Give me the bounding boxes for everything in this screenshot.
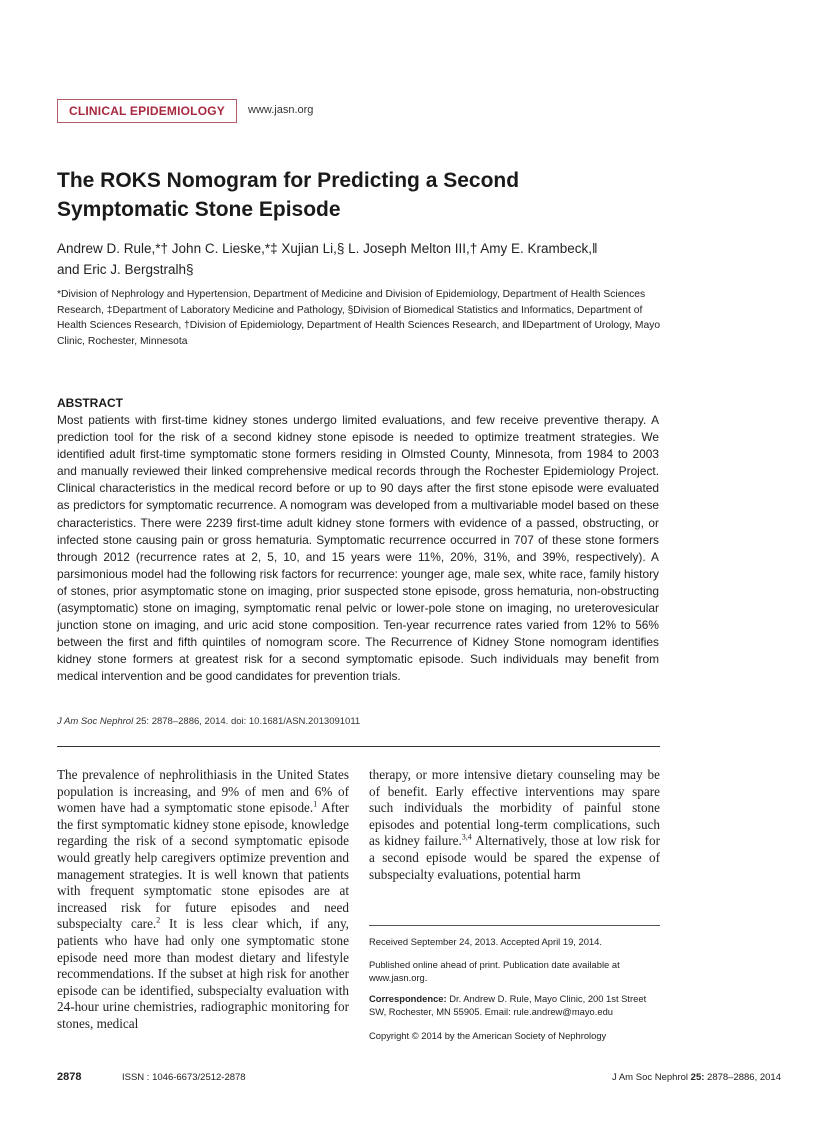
footer-journal [612, 1072, 781, 1083]
reference-marker[interactable]: 3,4 [461, 832, 472, 842]
copyright-note: Copyright © 2014 by the American Society of Nephrology [369, 1030, 607, 1041]
abstract-heading: ABSTRACT [57, 396, 123, 410]
article-title [57, 166, 617, 224]
notes-divider [369, 925, 660, 926]
correspondence-text: Dr. Andrew D. Rule, Mayo Clinic, 200 1st Street SW, Rochester, MN 55905. Email: rule.andrew@mayo.edu [369, 993, 647, 1018]
received-note: Received September 24, 2013. Accepted April 19, 2014. [369, 936, 602, 947]
intro-text-c: It is less clear which, if any, patients who have had only one symptomatic stone episode need more than modest dietary and lifestyle recommendations. If the subset at high risk for another episode can be identified, subspecialty evaluation with 24-hour urine chemistries, radiographic monitoring for stones, medical [57, 916, 349, 1031]
journal-url[interactable]: www.jasn.org [248, 104, 314, 116]
published-note: Published online ahead of print. Publication date available at www.jasn.org. [369, 959, 620, 984]
reference-marker[interactable]: 2 [156, 915, 161, 925]
correspondence-label: Correspondence: [369, 993, 447, 1004]
authors-line-1: Andrew D. Rule,*† John C. Lieske,*‡ Xujian Li,§ L. Joseph Melton III,† Amy E. Krambeck,‖ [57, 241, 598, 256]
body-column-left [57, 767, 349, 1033]
footer-volume: 25: [690, 1072, 705, 1083]
intro-text-d: therapy, or more intensive dietary counseling may be of benefit. Early effective interventions may spare such individuals the morbidity of painful stone episodes and potential long-term complications, such as kidney failure. [369, 767, 660, 849]
authors-line-2: and Eric J. Bergstralh§ [57, 262, 194, 277]
intro-text-e: Alternatively, those at low risk for a second episode would be spared the expense of subspecialty evaluations, potential harm [369, 833, 660, 882]
citation [57, 716, 360, 727]
citation-journal: J Am Soc Nephrol [57, 716, 134, 727]
page-number: 2878 [57, 1071, 82, 1083]
section-label: CLINICAL EPIDEMIOLOGY [57, 99, 237, 123]
abstract-text: Most patients with first-time kidney stones undergo limited evaluations, and few receive preventive therapy. A prediction tool for the risk of a second kidney stone episode is needed to optimize treatment strategies. We identified adult first-time symptomatic stone formers residing in Olmsted County, Minnesota, from 1984 to 2003 and manually reviewed their linked comprehensive medical records through the Rochester Epidemiology Project. Clinical characteristics in the medical record before or up to 90 days after the first stone episode were evaluated as predictors for symptomatic recurrence. A nomogram was developed from a multivariable model based on these characteristics. There were 2239 first-time adult kidney stone formers with evidence of a passed, obstructing, or infected stone causing pain or gross hematuria. Symptomatic recurrence occurred in 707 of these stone formers through 2012 (recurrence rates at 2, 5, 10, and 15 years were 11%, 20%, 31%, and 39%, respectively). A parsimonious model had the following risk factors for recurrence: younger age, male sex, white race, family history of stones, prior asymptomatic stone on imaging, prior suspected stone episode, gross hematuria, non-obstructing (asymptomatic) stone on imaging, symptomatic renal pelvic or lower-pole stone on imaging, no ureterovesicular junction stone on imaging, and uric acid stone composition. Ten-year recurrence rates varied from 12% to 56% between the first and fifth quintiles of nomogram score. The Recurrence of Kidney Stone nomogram identifies kidney stone formers at greatest risk for a second symptomatic episode. Such individuals may benefit from medical intervention and be good candidates for prevention trials. [57, 413, 659, 684]
footer-journal-name: J Am Soc Nephrol [611, 1072, 691, 1083]
title-line-1: The ROKS Nomogram for Predicting a Second [57, 169, 520, 192]
affiliations: *Division of Nephrology and Hypertension, Department of Medicine and Division of Epidemiology, Department of Health Sciences Research, ‡Department of Laboratory Medicine and Pathology, §Division of Biomedical Statistics and Informatics, Department of Health Sciences Research, †Division of Epidemiology, Department of Health Sciences Research, and ‖Department of Urology, Mayo Clinic, Rochester, Minnesota [57, 289, 661, 348]
footer-pages: 2878–2886, 2014 [704, 1072, 781, 1083]
citation-details: 25: 2878–2886, 2014. doi: 10.1681/ASN.2013091011 [133, 716, 361, 727]
section-divider [57, 746, 660, 747]
correspondence-note [369, 992, 661, 1019]
title-line-2: Symptomatic Stone Episode [57, 198, 341, 221]
body-column-right [369, 767, 660, 883]
intro-text-b: After the first symptomatic kidney stone episode, knowledge regarding the risk of a second symptomatic episode would greatly help caregivers optimize prevention and management strategies. It is well known that patients with frequent symptomatic stone episodes are at increased risk for future episodes and need subspecialty care. [57, 800, 349, 932]
reference-marker[interactable]: 1 [313, 799, 318, 809]
intro-text-a: The prevalence of nephrolithiasis in the United States population is increasing, and 9% of men and 6% of women have had a symptomatic stone episode. [57, 767, 349, 816]
issn: ISSN : 1046-6673/2512-2878 [122, 1072, 246, 1083]
author-list [57, 238, 657, 280]
